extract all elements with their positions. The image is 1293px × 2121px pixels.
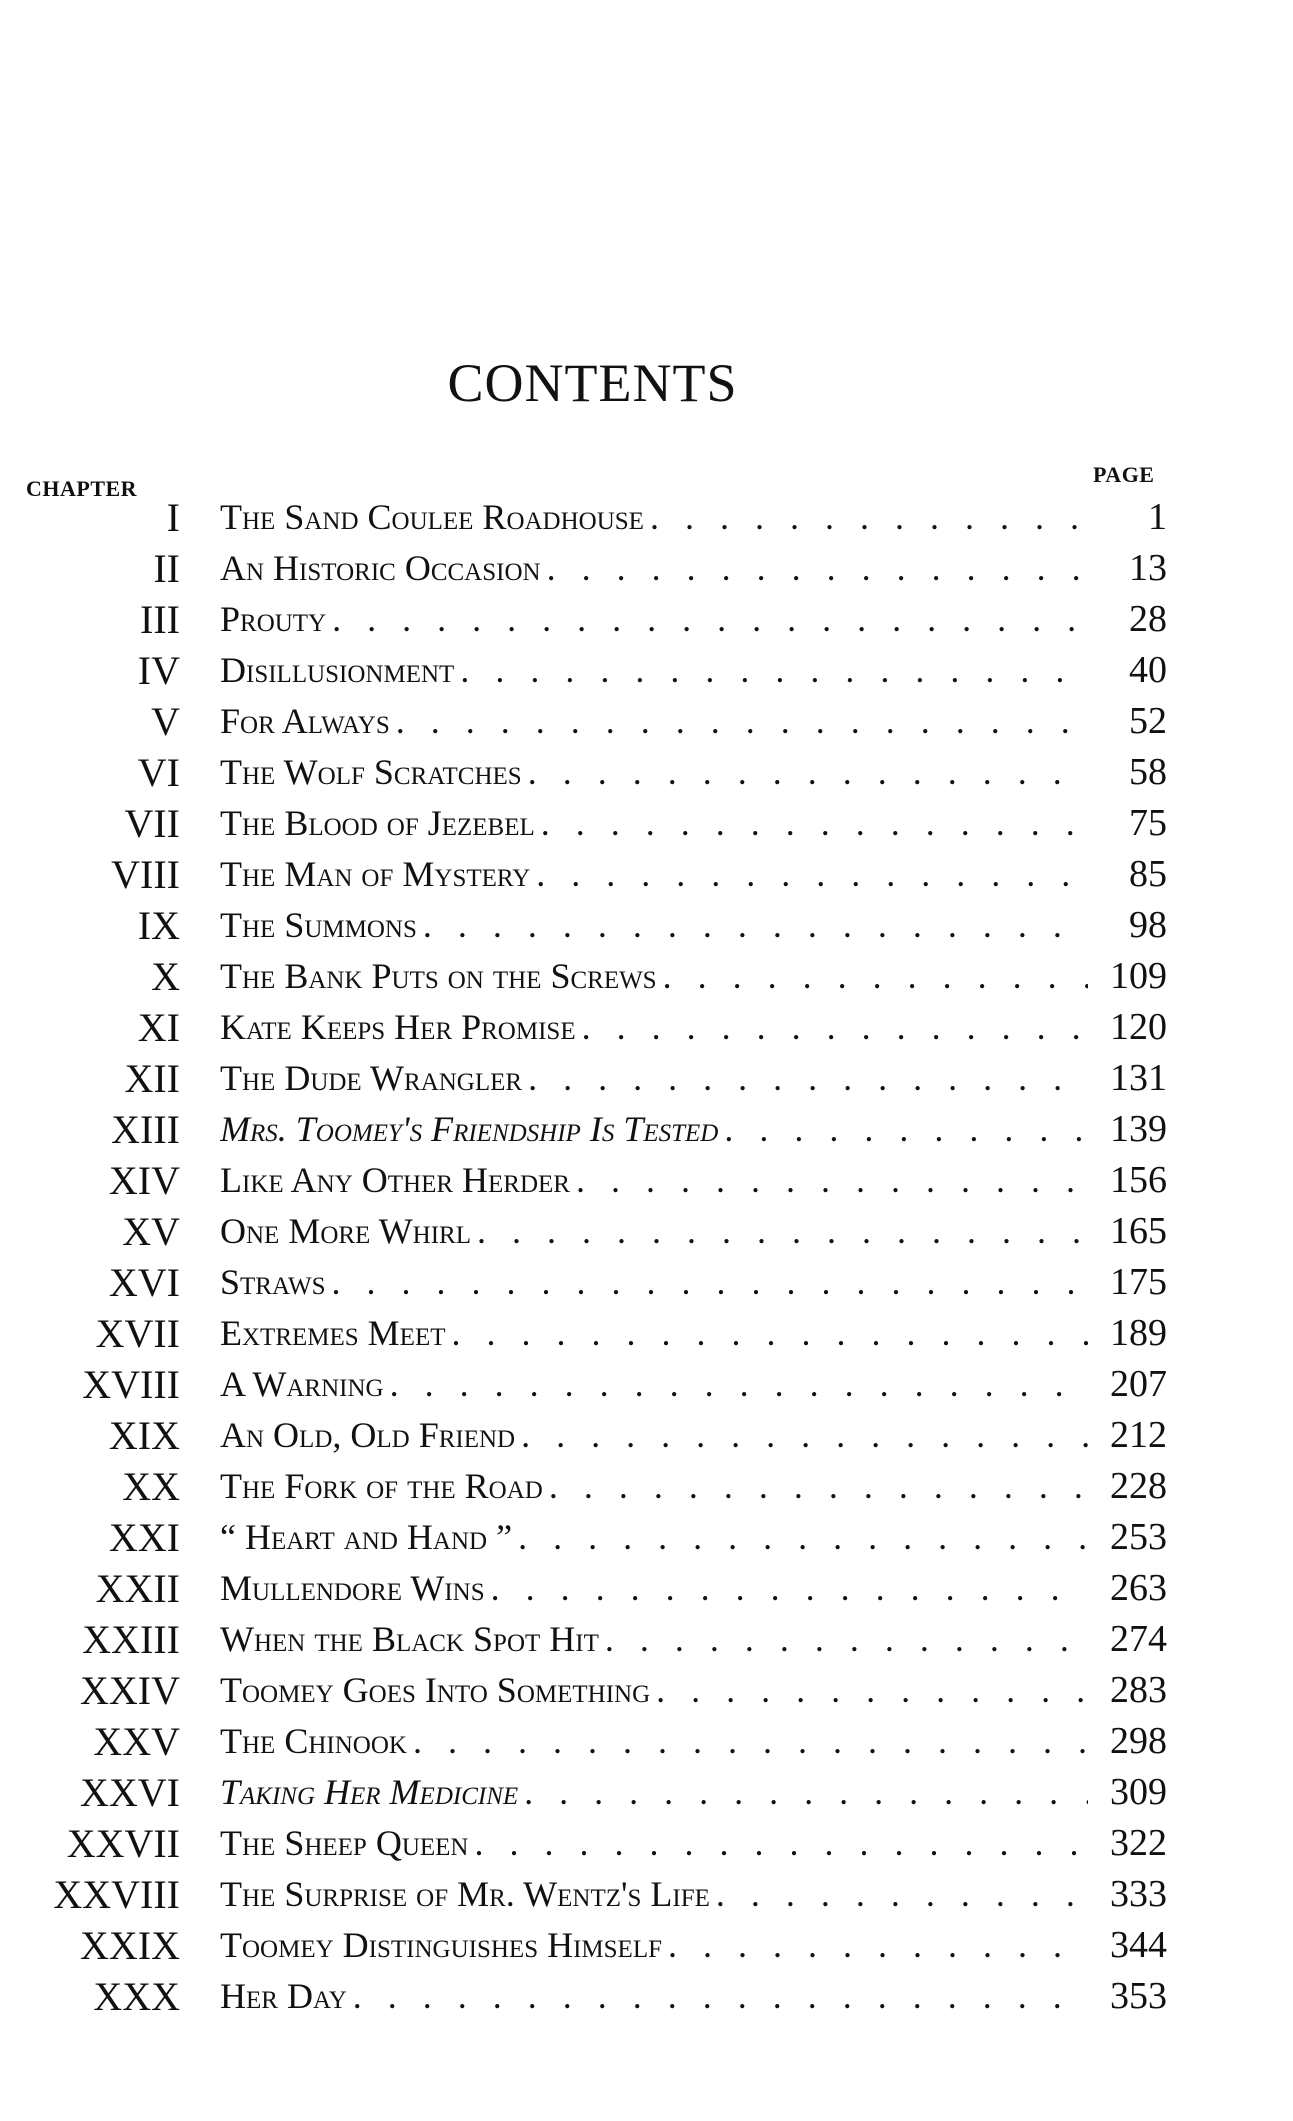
chapter-number: XIX — [108, 1413, 180, 1458]
chapter-number: V — [151, 699, 180, 744]
page-number: 322 — [1110, 1822, 1167, 1864]
page-number: 109 — [1110, 955, 1167, 997]
chapter-title: When the Black Spot Hit — [220, 1614, 605, 1665]
chapter-number: XX — [122, 1464, 180, 1509]
page-number: 165 — [1110, 1210, 1167, 1252]
chapter-title: The Blood of Jezebel — [220, 798, 541, 849]
chapter-number: XI — [137, 1005, 180, 1050]
chapter-title: The Chinook — [220, 1716, 413, 1767]
dot-leader — [524, 1767, 1088, 1818]
chapter-number: XXVIII — [53, 1872, 180, 1917]
dot-leader — [716, 1869, 1088, 1920]
page-number: 253 — [1110, 1516, 1167, 1558]
toc-entry — [0, 798, 1293, 849]
chapter-title: The Dude Wrangler — [220, 1053, 528, 1104]
page-number: 175 — [1110, 1261, 1167, 1303]
chapter-number: XIV — [108, 1158, 180, 1203]
page-number: 353 — [1110, 1975, 1167, 2017]
dot-leader — [452, 1308, 1089, 1359]
chapter-number: VIII — [111, 852, 180, 897]
chapter-title: Kate Keeps Her Promise — [220, 1002, 582, 1053]
dot-leader — [518, 1512, 1088, 1563]
toc-entry — [0, 1104, 1293, 1155]
dot-leader — [549, 1461, 1088, 1512]
chapter-title: Straws — [220, 1257, 332, 1308]
page-number: 207 — [1110, 1363, 1167, 1405]
page-number: 58 — [1129, 751, 1167, 793]
dot-leader — [668, 1920, 1088, 1971]
toc-entry — [0, 1155, 1293, 1206]
dot-leader — [491, 1563, 1088, 1614]
dot-leader — [475, 1818, 1089, 1869]
page-number: 274 — [1110, 1618, 1167, 1660]
dot-leader — [656, 1665, 1088, 1716]
page-number: 189 — [1110, 1312, 1167, 1354]
toc-entry — [0, 1869, 1293, 1920]
dot-leader — [460, 645, 1088, 696]
chapter-title: The Wolf Scratches — [220, 747, 528, 798]
toc-entry — [0, 492, 1293, 543]
page-number: 98 — [1129, 904, 1167, 946]
page-number: 333 — [1110, 1873, 1167, 1915]
toc-entry — [0, 951, 1293, 1002]
chapter-number: X — [151, 954, 180, 999]
page-number: 85 — [1129, 853, 1167, 895]
toc-entry — [0, 1308, 1293, 1359]
toc-entry — [0, 747, 1293, 798]
dot-leader — [582, 1002, 1088, 1053]
chapter-title: A Warning — [220, 1359, 390, 1410]
dot-leader — [576, 1155, 1088, 1206]
page-number: 228 — [1110, 1465, 1167, 1507]
toc-entry — [0, 1512, 1293, 1563]
chapter-title: Her Day — [220, 1971, 353, 2022]
chapter-number: XXVII — [66, 1821, 180, 1866]
page-number: 283 — [1110, 1669, 1167, 1711]
dot-leader — [650, 492, 1088, 543]
page-column-label: PAGE — [1093, 462, 1155, 487]
chapter-title: The Fork of the Road — [220, 1461, 549, 1512]
chapter-number: XVIII — [82, 1362, 180, 1407]
toc-entry — [0, 1359, 1293, 1410]
chapter-number: XVII — [95, 1311, 180, 1356]
dot-leader — [528, 747, 1088, 798]
chapter-title: The Sheep Queen — [220, 1818, 475, 1869]
toc-entry — [0, 1716, 1293, 1767]
chapter-title: Like Any Other Herder — [220, 1155, 576, 1206]
toc-entry — [0, 1818, 1293, 1869]
dot-leader — [332, 1257, 1088, 1308]
toc-entry — [0, 1665, 1293, 1716]
toc-entry — [0, 645, 1293, 696]
toc-entry — [0, 543, 1293, 594]
chapter-number: VII — [124, 801, 180, 846]
chapter-number: II — [153, 546, 180, 591]
chapter-number: XXVI — [80, 1770, 180, 1815]
chapter-title: The Man of Mystery — [220, 849, 536, 900]
chapter-title: Disillusionment — [220, 645, 460, 696]
chapter-number: XII — [124, 1056, 180, 1101]
toc-entry — [0, 1920, 1293, 1971]
chapter-number: XXIX — [80, 1923, 180, 1968]
page-number: 40 — [1129, 649, 1167, 691]
page-number: 28 — [1129, 598, 1167, 640]
page-title: CONTENTS — [447, 353, 738, 413]
chapter-number: XIII — [111, 1107, 180, 1152]
page-number: 1 — [1148, 496, 1167, 538]
chapter-number: VI — [137, 750, 180, 795]
chapter-title: The Bank Puts on the Screws — [220, 951, 663, 1002]
dot-leader — [423, 900, 1088, 951]
toc-entry — [0, 1206, 1293, 1257]
chapter-title: Prouty — [220, 594, 332, 645]
dot-leader — [541, 798, 1088, 849]
chapter-title: An Historic Occasion — [220, 543, 547, 594]
page-number: 131 — [1110, 1057, 1167, 1099]
chapter-number: XXIV — [80, 1668, 180, 1713]
page-number: 75 — [1129, 802, 1167, 844]
toc-entry — [0, 900, 1293, 951]
page-number: 212 — [1110, 1414, 1167, 1456]
chapter-title: The Sand Coulee Roadhouse — [220, 492, 650, 543]
chapter-title: The Surprise of Mr. Wentz's Life — [220, 1869, 716, 1920]
toc-entry — [0, 1461, 1293, 1512]
page-number: 13 — [1129, 547, 1167, 589]
chapter-number: IV — [137, 648, 180, 693]
chapter-number: I — [166, 495, 180, 540]
dot-leader — [547, 543, 1088, 594]
toc-entry — [0, 1563, 1293, 1614]
chapter-title: The Summons — [220, 900, 423, 951]
dot-leader — [477, 1206, 1088, 1257]
dot-leader — [605, 1614, 1088, 1665]
chapter-number: XXII — [95, 1566, 180, 1611]
chapter-column-label: CHAPTER — [26, 476, 138, 501]
page-number: 139 — [1110, 1108, 1167, 1150]
chapter-number: XXX — [93, 1974, 180, 2019]
dot-leader — [396, 696, 1088, 747]
chapter-title: Toomey Goes Into Something — [220, 1665, 656, 1716]
chapter-number: XXI — [108, 1515, 180, 1560]
page-number: 298 — [1110, 1720, 1167, 1762]
page-number: 263 — [1110, 1567, 1167, 1609]
toc-entry — [0, 1767, 1293, 1818]
toc-entry — [0, 1002, 1293, 1053]
chapter-title: Taking Her Medicine — [220, 1767, 524, 1818]
chapter-title: Toomey Distinguishes Himself — [220, 1920, 668, 1971]
chapter-title: “ Heart and Hand ” — [220, 1512, 518, 1563]
chapter-number: III — [140, 597, 180, 642]
toc-entry — [0, 696, 1293, 747]
chapter-title: For Always — [220, 696, 396, 747]
chapter-number: XXV — [93, 1719, 180, 1764]
chapter-title: Mrs. Toomey's Friendship Is Tested — [220, 1104, 724, 1155]
chapter-number: XVI — [108, 1260, 180, 1305]
page-number: 309 — [1110, 1771, 1167, 1813]
page-number: 52 — [1129, 700, 1167, 742]
toc-entry — [0, 1257, 1293, 1308]
dot-leader — [413, 1716, 1088, 1767]
toc-entry — [0, 1053, 1293, 1104]
chapter-number: XV — [122, 1209, 180, 1254]
dot-leader — [528, 1053, 1088, 1104]
chapter-title: Extremes Meet — [220, 1308, 452, 1359]
chapter-number: IX — [137, 903, 180, 948]
toc-entry — [0, 1614, 1293, 1665]
contents-list — [0, 492, 1293, 2022]
dot-leader — [521, 1410, 1088, 1461]
toc-entry — [0, 1971, 1293, 2022]
toc-entry — [0, 1410, 1293, 1461]
chapter-title: Mullendore Wins — [220, 1563, 491, 1614]
chapter-title: An Old, Old Friend — [220, 1410, 521, 1461]
dot-leader — [353, 1971, 1088, 2022]
dot-leader — [724, 1104, 1088, 1155]
page-number: 156 — [1110, 1159, 1167, 1201]
dot-leader — [536, 849, 1088, 900]
page-number: 344 — [1110, 1924, 1167, 1966]
chapter-title: One More Whirl — [220, 1206, 477, 1257]
dot-leader — [390, 1359, 1088, 1410]
toc-entry — [0, 849, 1293, 900]
chapter-number: XXIII — [82, 1617, 180, 1662]
toc-entry — [0, 594, 1293, 645]
page-number: 120 — [1110, 1006, 1167, 1048]
dot-leader — [332, 594, 1088, 645]
dot-leader — [663, 951, 1088, 1002]
